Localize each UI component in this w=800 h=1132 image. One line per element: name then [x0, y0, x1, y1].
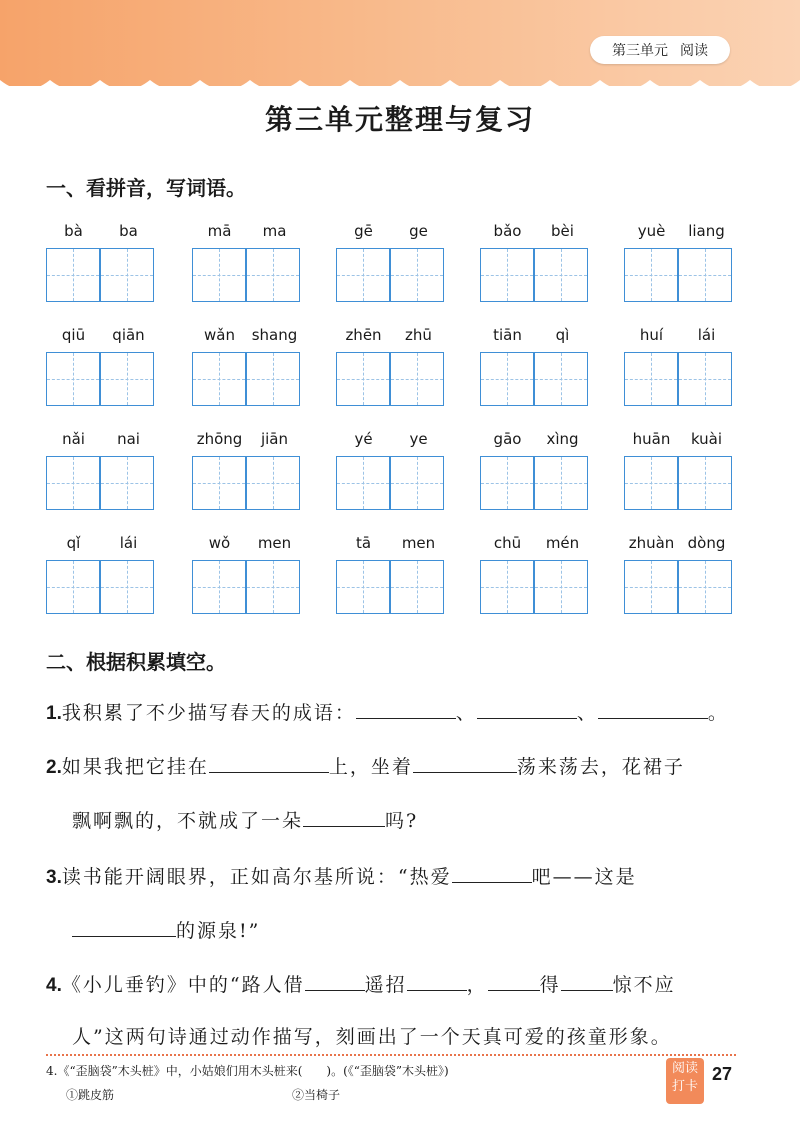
pinyin-syllable: ye	[409, 430, 428, 448]
pinyin-row	[192, 222, 302, 242]
word-item	[480, 222, 590, 312]
writing-box[interactable]	[100, 352, 154, 406]
guide-line-v	[651, 249, 652, 301]
word-item	[46, 326, 156, 416]
guide-line-v	[127, 561, 128, 613]
page-number: 27	[712, 1064, 733, 1084]
q4-comma: ，	[466, 974, 488, 996]
q2-text-e: 吗?	[385, 810, 419, 832]
pinyin-row	[192, 430, 302, 450]
guide-line-v	[507, 561, 508, 613]
writing-box[interactable]	[100, 248, 154, 302]
guide-line-v	[363, 353, 364, 405]
writing-box[interactable]	[480, 352, 534, 406]
q1-number: 1.	[46, 703, 62, 724]
word-item	[192, 326, 302, 416]
pinyin-syllable: lái	[697, 326, 716, 344]
word-item	[192, 534, 302, 624]
section2-heading: 二、根据积累填空。	[46, 650, 226, 674]
question-1	[46, 698, 729, 725]
guide-line-v	[705, 353, 706, 405]
pinyin-row	[46, 430, 156, 450]
badge-line-2: 打卡	[671, 1079, 698, 1094]
writing-box[interactable]	[480, 248, 534, 302]
pinyin-syllable: bèi	[551, 222, 574, 240]
q4-text-a: 《小儿垂钓》中的“路人借	[61, 974, 305, 996]
pinyin-syllable: gāo	[493, 430, 522, 448]
writing-box[interactable]	[390, 352, 444, 406]
writing-box[interactable]	[534, 456, 588, 510]
pinyin-row	[336, 534, 446, 554]
pinyin-row	[336, 222, 446, 242]
pinyin-row	[336, 430, 446, 450]
q3-text-c: 的源泉!”	[176, 920, 261, 942]
q3-text-a: 读书能开阔眼界，正如高尔基所说：“热爱	[61, 866, 452, 888]
writing-box[interactable]	[624, 248, 678, 302]
pinyin-syllable: bǎo	[493, 222, 522, 240]
word-item	[336, 534, 446, 624]
pinyin-syllable: huí	[639, 326, 664, 344]
guide-line-v	[219, 353, 220, 405]
question-3	[46, 862, 637, 889]
question-4	[46, 970, 676, 997]
q1-sep-1: 、	[455, 702, 477, 724]
pinyin-syllable: bà	[64, 222, 83, 240]
q2-blank-1[interactable]	[209, 752, 329, 773]
word-item	[336, 326, 446, 416]
pinyin-syllable: jiān	[260, 430, 289, 448]
pinyin-syllable: dòng	[687, 534, 726, 552]
question-4-cont	[72, 1022, 672, 1049]
writing-box[interactable]	[534, 352, 588, 406]
guide-line-v	[507, 457, 508, 509]
writing-box[interactable]	[336, 248, 390, 302]
q2-text-b: 上，坐着	[328, 756, 413, 778]
writing-box[interactable]	[678, 248, 732, 302]
writing-box[interactable]	[336, 560, 390, 614]
q3-blank-1[interactable]	[452, 862, 532, 883]
writing-box[interactable]	[624, 352, 678, 406]
q2-number: 2.	[46, 757, 62, 778]
guide-line-v	[363, 561, 364, 613]
reading-checkin-badge	[666, 1058, 704, 1104]
guide-line-v	[417, 561, 418, 613]
q1-blank-2[interactable]	[477, 698, 577, 719]
q4-text-e: 惊不应	[612, 974, 676, 996]
pinyin-row	[480, 222, 590, 242]
pinyin-row	[624, 222, 734, 242]
unit-tab	[590, 36, 730, 64]
q4-text-b: 遥招	[364, 974, 407, 996]
guide-line-v	[705, 249, 706, 301]
q2-text-c: 荡来荡去，花裙子	[516, 756, 685, 778]
pinyin-syllable: huān	[632, 430, 671, 448]
word-item	[624, 430, 734, 520]
guide-line-v	[561, 457, 562, 509]
pinyin-syllable: ge	[409, 222, 428, 240]
q3-number: 3.	[46, 867, 62, 888]
q2-text-a: 如果我把它挂在	[61, 756, 209, 778]
pinyin-syllable: men	[401, 534, 436, 552]
guide-line-v	[561, 249, 562, 301]
word-item	[480, 430, 590, 520]
word-item	[336, 222, 446, 312]
writing-box[interactable]	[336, 456, 390, 510]
writing-box[interactable]	[46, 456, 100, 510]
guide-line-v	[219, 457, 220, 509]
writing-box[interactable]	[336, 352, 390, 406]
q4-number: 4.	[46, 975, 62, 996]
scallop-edge	[0, 60, 800, 100]
pinyin-syllable: mā	[207, 222, 232, 240]
q4-text-d: 得	[539, 974, 561, 996]
q3-text-b: 吧——这是	[531, 866, 637, 888]
writing-box[interactable]	[678, 352, 732, 406]
writing-box[interactable]	[534, 560, 588, 614]
guide-line-v	[127, 249, 128, 301]
page-title: 第三单元整理与复习	[264, 103, 535, 136]
guide-line-v	[507, 353, 508, 405]
pinyin-syllable: zhēn	[345, 326, 382, 344]
pinyin-row	[480, 326, 590, 346]
pinyin-row	[480, 430, 590, 450]
footer-option-1[interactable]: ①跳皮筋	[66, 1088, 115, 1102]
pinyin-row	[336, 326, 446, 346]
writing-box[interactable]	[390, 560, 444, 614]
guide-line-v	[73, 249, 74, 301]
badge-line-1: 阅读	[671, 1061, 698, 1076]
q1-end: 。	[707, 702, 729, 724]
reading-label: 阅读	[680, 43, 708, 59]
guide-line-v	[73, 561, 74, 613]
pinyin-syllable: men	[257, 534, 292, 552]
guide-line-v	[219, 561, 220, 613]
q2-blank-2[interactable]	[413, 752, 517, 773]
guide-line-v	[705, 561, 706, 613]
guide-line-v	[73, 353, 74, 405]
writing-box[interactable]	[192, 248, 246, 302]
pinyin-syllable: chū	[493, 534, 522, 552]
writing-box[interactable]	[192, 560, 246, 614]
q3-blank-2[interactable]	[72, 916, 176, 937]
guide-line-v	[273, 457, 274, 509]
word-item	[480, 326, 590, 416]
pinyin-syllable: zhōng	[196, 430, 243, 448]
word-item	[46, 534, 156, 624]
writing-box[interactable]	[480, 456, 534, 510]
pinyin-row	[480, 534, 590, 554]
q4-text-f: 人”这两句诗通过动作描写，刻画出了一个天真可爱的孩童形象。	[72, 1026, 672, 1048]
pinyin-syllable: wǒ	[208, 534, 231, 552]
pinyin-syllable: xìng	[546, 430, 579, 448]
pinyin-syllable: ma	[262, 222, 287, 240]
word-item	[624, 326, 734, 416]
pinyin-row	[46, 222, 156, 242]
pinyin-syllable: wǎn	[204, 326, 235, 344]
pinyin-row	[624, 534, 734, 554]
footer-divider	[46, 1054, 736, 1056]
pinyin-row	[624, 430, 734, 450]
guide-line-v	[273, 249, 274, 301]
question-3-cont	[72, 916, 260, 943]
q1-text: 我积累了不少描写春天的成语：	[61, 702, 356, 724]
pinyin-syllable: nai	[117, 430, 140, 448]
pinyin-row	[624, 326, 734, 346]
guide-line-v	[273, 561, 274, 613]
pinyin-row	[192, 534, 302, 554]
writing-box[interactable]	[192, 352, 246, 406]
guide-line-v	[561, 353, 562, 405]
q2-text-d: 飘啊飘的，不就成了一朵	[72, 810, 304, 832]
writing-box[interactable]	[192, 456, 246, 510]
guide-line-v	[705, 457, 706, 509]
writing-box[interactable]	[624, 456, 678, 510]
word-item	[192, 430, 302, 520]
word-item	[480, 534, 590, 624]
writing-box[interactable]	[100, 560, 154, 614]
pinyin-syllable: mén	[545, 534, 580, 552]
guide-line-v	[127, 353, 128, 405]
q4-blank-2[interactable]	[407, 970, 467, 991]
pinyin-syllable: nǎi	[62, 430, 85, 448]
guide-line-v	[127, 457, 128, 509]
unit-label: 第三单元	[612, 43, 668, 59]
q4-blank-3[interactable]	[488, 970, 540, 991]
word-item	[624, 222, 734, 312]
guide-line-v	[651, 353, 652, 405]
word-item	[192, 222, 302, 312]
q1-blank-1[interactable]	[356, 698, 456, 719]
writing-box[interactable]	[46, 352, 100, 406]
question-2	[46, 752, 685, 779]
pinyin-syllable: gē	[354, 222, 373, 240]
pinyin-syllable: tā	[355, 534, 372, 552]
pinyin-syllable: qiān	[112, 326, 145, 344]
writing-box[interactable]	[480, 560, 534, 614]
writing-box[interactable]	[100, 456, 154, 510]
guide-line-v	[651, 561, 652, 613]
q4-blank-4[interactable]	[561, 970, 613, 991]
guide-line-v	[273, 353, 274, 405]
question-2-cont	[72, 806, 418, 833]
q1-sep-2: 、	[576, 702, 598, 724]
writing-box[interactable]	[678, 456, 732, 510]
pinyin-row	[192, 326, 302, 346]
pinyin-syllable: kuài	[690, 430, 723, 448]
writing-box[interactable]	[624, 560, 678, 614]
guide-line-v	[417, 457, 418, 509]
writing-box[interactable]	[678, 560, 732, 614]
writing-box[interactable]	[534, 248, 588, 302]
word-item	[46, 222, 156, 312]
guide-line-v	[561, 561, 562, 613]
word-item	[46, 430, 156, 520]
writing-box[interactable]	[46, 248, 100, 302]
section1-heading: 一、看拼音，写词语。	[46, 176, 246, 200]
pinyin-row	[46, 326, 156, 346]
pinyin-row	[46, 534, 156, 554]
pinyin-syllable: qǐ	[66, 534, 81, 552]
q2-blank-3[interactable]	[303, 806, 385, 827]
footer-question: 4.《“歪脑袋”木头桩》中，小姑娘们用木头桩来( )。(《“歪脑袋”木头桩》)	[46, 1064, 449, 1078]
guide-line-v	[417, 249, 418, 301]
guide-line-v	[417, 353, 418, 405]
pinyin-syllable: liang	[688, 222, 725, 240]
writing-box[interactable]	[246, 352, 300, 406]
pinyin-syllable: tiān	[493, 326, 522, 344]
pinyin-syllable: zhuàn	[628, 534, 675, 552]
pinyin-syllable: qiū	[61, 326, 86, 344]
q1-blank-3[interactable]	[598, 698, 708, 719]
guide-line-v	[363, 249, 364, 301]
writing-box[interactable]	[46, 560, 100, 614]
word-item	[336, 430, 446, 520]
writing-box[interactable]	[390, 456, 444, 510]
footer-option-2[interactable]: ②当椅子	[292, 1088, 341, 1102]
pinyin-syllable: lái	[119, 534, 138, 552]
guide-line-v	[219, 249, 220, 301]
writing-box[interactable]	[246, 248, 300, 302]
q4-blank-1[interactable]	[305, 970, 365, 991]
pinyin-syllable: yuè	[637, 222, 666, 240]
pinyin-syllable: qì	[555, 326, 570, 344]
guide-line-v	[73, 457, 74, 509]
pinyin-syllable: ba	[119, 222, 138, 240]
guide-line-v	[507, 249, 508, 301]
guide-line-v	[651, 457, 652, 509]
pinyin-syllable: yé	[354, 430, 373, 448]
writing-box[interactable]	[246, 560, 300, 614]
word-item	[624, 534, 734, 624]
pinyin-syllable: shang	[251, 326, 298, 344]
guide-line-v	[363, 457, 364, 509]
writing-box[interactable]	[390, 248, 444, 302]
pinyin-syllable: zhū	[405, 326, 432, 344]
writing-box[interactable]	[246, 456, 300, 510]
